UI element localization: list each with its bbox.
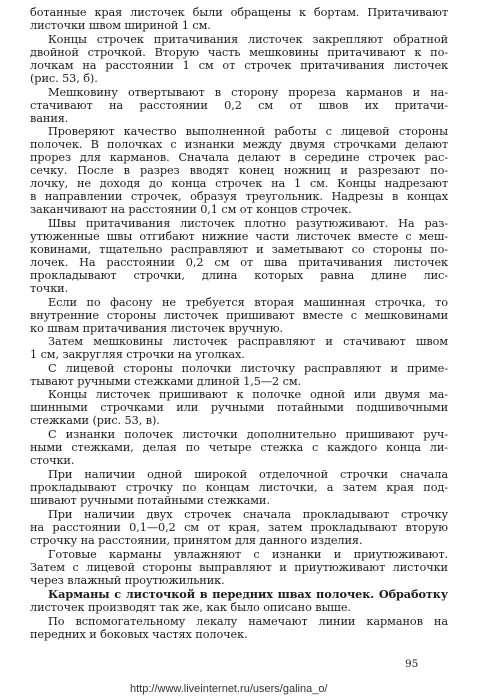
- text-line: прорез для карманов. Сначала делают в середине строчек рас-: [30, 151, 448, 164]
- text-line: Затем мешковины листочек расправляют и стачивают швом: [48, 335, 448, 348]
- text-line: По вспомогательному лекалу намечают линии карманов на: [48, 615, 448, 628]
- text-line: двойной строчкой. Вторую часть мешковины притачивают к по-: [30, 46, 448, 59]
- text-line: ботанные края листочек были обращены к бортам. Притачивают: [30, 6, 448, 19]
- text-line: листочек производят так же, как было описано выше.: [30, 601, 351, 614]
- text-line: При наличии одной широкой отделочной строчки сначала: [48, 468, 448, 481]
- text-line: 1 см, закругляя строчки на уголках.: [30, 348, 245, 361]
- text-line: прокладывают строчку по концам листочки, а затем края под-: [30, 481, 448, 494]
- text-line: С изнанки полочек листочки дополнительно пришивают руч-: [48, 428, 448, 441]
- text-line: внутренние стороны листочек пришивают вместе с мешковинами: [30, 309, 448, 322]
- text-line: Мешковину отвертывают в сторону прореза карманов и на-: [48, 86, 448, 99]
- book-page: [30, 0, 448, 699]
- text-line: тывают ручными стежками длиной 1,5—2 см.: [30, 375, 302, 388]
- text-line: стежками (рис. 53, в).: [30, 414, 160, 427]
- text-line: стачивают на расстоянии 0,2 см от швов их притачи-: [30, 99, 448, 112]
- text-line: точки.: [30, 282, 69, 295]
- text-line: прокладывают строчки, длина которых равна длине лис-: [30, 269, 448, 282]
- text-line: шивают ручными потайными стежками.: [30, 494, 270, 507]
- section-heading-line: Карманы с листочкой в передних швах полочек. Обработку: [48, 588, 448, 601]
- text-line: Готовые карманы увлажняют с изнанки и приутюживают.: [48, 548, 448, 561]
- text-line: ными стежками, делая по четыре стежка с каждого конца ли-: [30, 441, 448, 454]
- text-line: листочки швом шириной 1 см.: [30, 19, 211, 32]
- text-line: (рис. 53, б).: [30, 72, 98, 85]
- text-line: Затем с лицевой стороны выправляют и приутюживают листочки: [30, 561, 448, 574]
- text-line: Если по фасону не требуется вторая машинная строчка, то: [48, 296, 448, 309]
- text-line: С лицевой стороны полочки листочку расправляют и приме-: [48, 362, 448, 375]
- source-url-watermark: http://www.liveinternet.ru/users/galina_o/: [130, 683, 328, 695]
- text-line: утюженные швы отгибают нижние части листочек вместе с меш-: [30, 230, 448, 243]
- text-line: передних и боковых частях полочек.: [30, 628, 248, 641]
- text-line: полочек. В полочках с изнанки между двумя строчками делают: [30, 138, 448, 151]
- text-line: в направлении строчек, образуя треугольник. Надрезы в концах: [30, 190, 448, 203]
- text-line: через влажный проутюжильник.: [30, 574, 225, 587]
- text-line: Концы строчек притачивания листочек закрепляют обратной: [48, 33, 448, 46]
- page-number: 95: [405, 658, 419, 670]
- text-line: вания.: [30, 112, 69, 125]
- text-line: заканчивают на расстоянии 0,1 см от концов строчек.: [30, 203, 352, 216]
- text-line: сечку. После в разрез вводят конец ножниц и разрезают по-: [30, 164, 448, 177]
- text-line: При наличии двух строчек сначала прокладывают строчку: [48, 508, 448, 521]
- text-line: на расстоянии 0,1—0,2 см от края, затем прокладывают вторую: [30, 521, 448, 534]
- text-line: ковинами, тщательно расправляют и заметывают со стороны по-: [30, 243, 448, 256]
- text-line: лочек. На расстоянии 0,2 см от шва притачивания листочек: [30, 256, 448, 269]
- text-line: лочкам на расстоянии 1 см от строчек притачивания листочек: [30, 59, 448, 72]
- text-line: Концы листочек пришивают к полочке одной или двумя ма-: [48, 388, 448, 401]
- text-line: ко швам притачивания листочек вручную.: [30, 322, 283, 335]
- text-line: сточки.: [30, 454, 75, 467]
- text-line: Швы притачивания листочек плотно разутюживают. На раз-: [48, 217, 448, 230]
- text-line: строчку на расстоянии, принятом для данного изделия.: [30, 534, 363, 547]
- text-line: Проверяют качество выполненной работы с лицевой стороны: [48, 125, 448, 138]
- text-line: шинными строчками или ручными потайными подшивочными: [30, 401, 448, 414]
- text-line: лочку, не доходя до конца строчек на 1 см. Концы надрезают: [30, 177, 448, 190]
